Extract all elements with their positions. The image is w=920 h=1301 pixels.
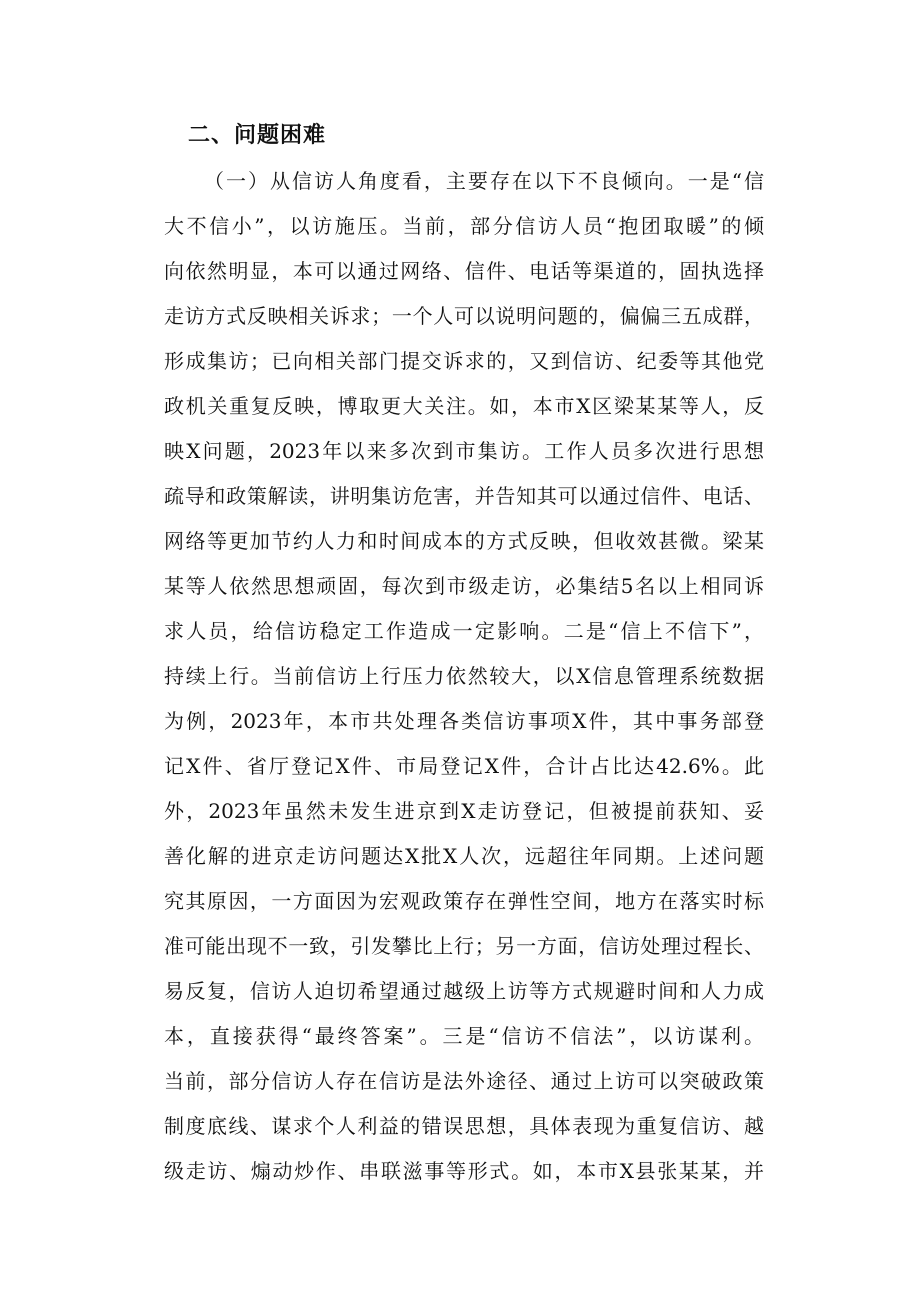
- paragraph-line: 善化解的进京走访问题达X批X人次，远超往年同期。上述问题: [164, 844, 764, 868]
- paragraph-line: （一）从信访人角度看，主要存在以下不良倾向。一是“信: [204, 169, 764, 193]
- paragraph-line: 疏导和政策解读，讲明集访危害，并告知其可以通过信件、电话、: [164, 484, 764, 508]
- paragraph-line: 制度底线、谋求个人利益的错误思想，具体表现为重复信访、越: [164, 1114, 764, 1138]
- paragraph-line: 究其原因，一方面因为宏观政策存在弹性空间，地方在落实时标: [164, 889, 764, 913]
- paragraph-line: 某等人依然思想顽固，每次到市级走访，必集结5名以上相同诉: [164, 574, 764, 598]
- paragraph-line: 为例，2023年，本市共处理各类信访事项X件，其中事务部登: [164, 709, 764, 733]
- paragraph-line: 持续上行。当前信访上行压力依然较大，以X信息管理系统数据: [164, 664, 764, 688]
- paragraph-line: 级走访、煽动炒作、串联滋事等形式。如，本市X县张某某，并: [164, 1159, 764, 1183]
- paragraph-line: 政机关重复反映，博取更大关注。如，本市X区梁某某等人，反: [164, 394, 764, 418]
- section-heading: 二、问题困难: [188, 123, 327, 148]
- paragraph-line: 准可能出现不一致，引发攀比上行；另一方面，信访处理过程长、: [164, 934, 764, 958]
- paragraph-line: 易反复，信访人迫切希望通过越级上访等方式规避时间和人力成: [164, 979, 764, 1003]
- paragraph-line: 记X件、省厅登记X件、市局登记X件，合计占比达42.6%。此: [164, 754, 764, 778]
- paragraph-line: 外，2023年虽然未发生进京到X走访登记，但被提前获知、妥: [164, 799, 764, 823]
- paragraph-line: 网络等更加节约人力和时间成本的方式反映，但收效甚微。梁某: [164, 529, 764, 553]
- paragraph-line: 当前，部分信访人存在信访是法外途径、通过上访可以突破政策: [164, 1069, 764, 1093]
- paragraph-line: 形成集访；已向相关部门提交诉求的，又到信访、纪委等其他党: [164, 349, 764, 373]
- paragraph-line: 走访方式反映相关诉求；一个人可以说明问题的，偏偏三五成群，: [164, 304, 764, 328]
- paragraph-line: 映X问题，2023年以来多次到市集访。工作人员多次进行思想: [164, 439, 764, 463]
- paragraph-line: 大不信小”，以访施压。当前，部分信访人员“抱团取暖”的倾: [164, 214, 764, 238]
- paragraph-line: 求人员，给信访稳定工作造成一定影响。二是“信上不信下”，: [164, 619, 764, 643]
- paragraph-line: 向依然明显，本可以通过网络、信件、电话等渠道的，固执选择: [164, 259, 764, 283]
- paragraph-line: 本，直接获得“最终答案”。三是“信访不信法”，以访谋利。: [164, 1024, 764, 1048]
